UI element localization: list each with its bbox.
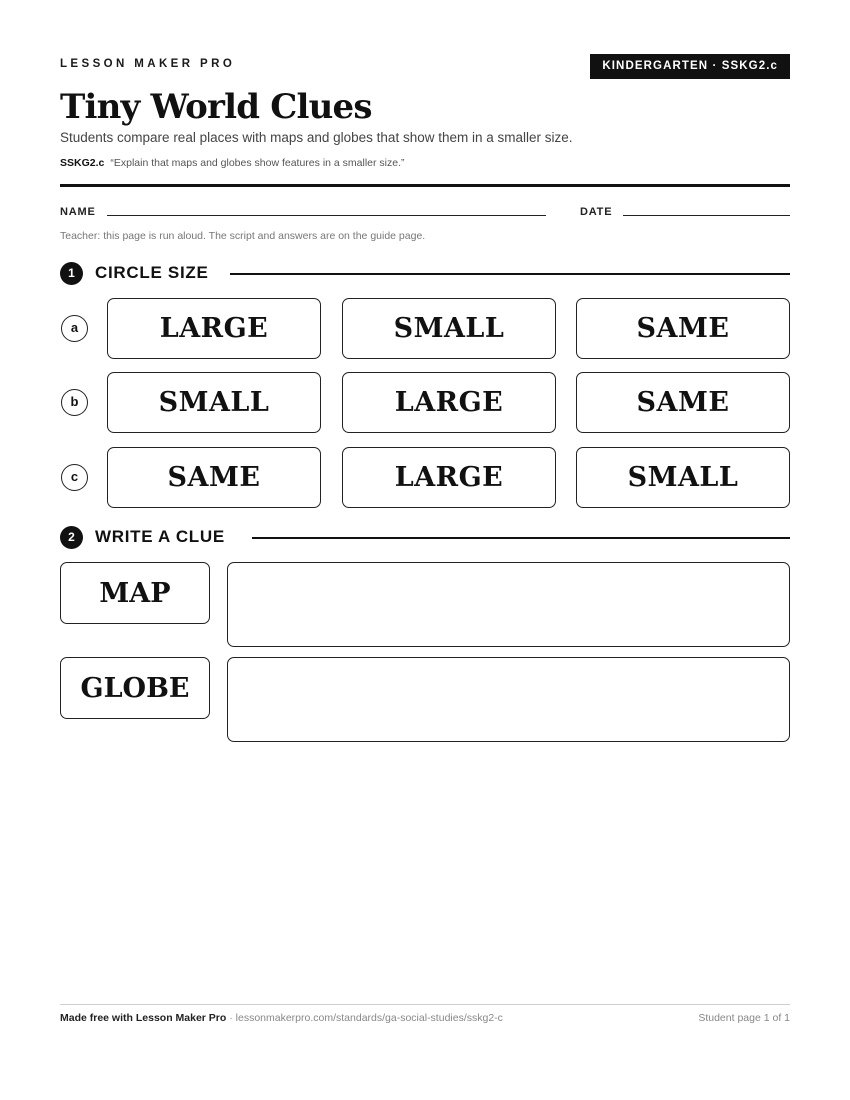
standard-code: SSKG2.c	[60, 157, 105, 169]
clue-writing-box-globe[interactable]	[227, 657, 790, 742]
choice-option[interactable]: LARGE	[107, 298, 321, 359]
name-label: NAME	[60, 206, 96, 218]
section-rule	[252, 537, 790, 539]
name-field[interactable]	[107, 215, 546, 216]
row-letter-c: c	[61, 464, 88, 491]
choice-option[interactable]: LARGE	[342, 447, 556, 508]
footer-made-by: Made free with Lesson Maker Pro	[60, 1012, 227, 1024]
clue-label-map: MAP	[60, 562, 210, 624]
footer-page-number: Student page 1 of 1	[698, 1012, 790, 1024]
section-write-clue-header	[60, 524, 790, 548]
row-letter-b: b	[61, 389, 88, 416]
section-title: CIRCLE SIZE	[95, 263, 209, 282]
grade-badge: KINDERGARTEN · SSKG2.c	[590, 54, 790, 79]
clue-writing-box-map[interactable]	[227, 562, 790, 647]
footer-divider	[60, 1004, 790, 1005]
row-letter-a: a	[61, 315, 88, 342]
clue-label-globe: GLOBE	[60, 657, 210, 719]
section-title: WRITE A CLUE	[95, 527, 225, 546]
date-field[interactable]	[623, 215, 790, 216]
choice-option[interactable]: SMALL	[576, 447, 790, 508]
page-subtitle: Students compare real places with maps and globes that show them in a smaller size.	[60, 130, 573, 145]
teacher-note: Teacher: this page is run aloud. The script and answers are on the guide page.	[60, 230, 426, 242]
section-number-badge: 2	[60, 526, 83, 549]
section-circle-size-header	[60, 260, 790, 284]
standard-text: “Explain that maps and globes show features in a smaller size.”	[110, 157, 405, 169]
choice-option[interactable]: SAME	[576, 298, 790, 359]
choice-option[interactable]: SMALL	[342, 298, 556, 359]
brand-name: LESSON MAKER PRO	[60, 58, 236, 70]
footer-credit	[60, 1012, 503, 1024]
footer-url[interactable]: · lessonmakerpro.com/standards/ga-social-studies/sskg2-c	[226, 1012, 503, 1024]
choice-option[interactable]: SAME	[107, 447, 321, 508]
header-divider	[60, 184, 790, 187]
page-title: Tiny World Clues	[60, 87, 372, 127]
section-number-badge: 1	[60, 262, 83, 285]
standard-line	[60, 157, 405, 169]
date-label: DATE	[580, 206, 613, 218]
section-rule	[230, 273, 790, 275]
choice-option[interactable]: SAME	[576, 372, 790, 433]
choice-option[interactable]: LARGE	[342, 372, 556, 433]
choice-option[interactable]: SMALL	[107, 372, 321, 433]
